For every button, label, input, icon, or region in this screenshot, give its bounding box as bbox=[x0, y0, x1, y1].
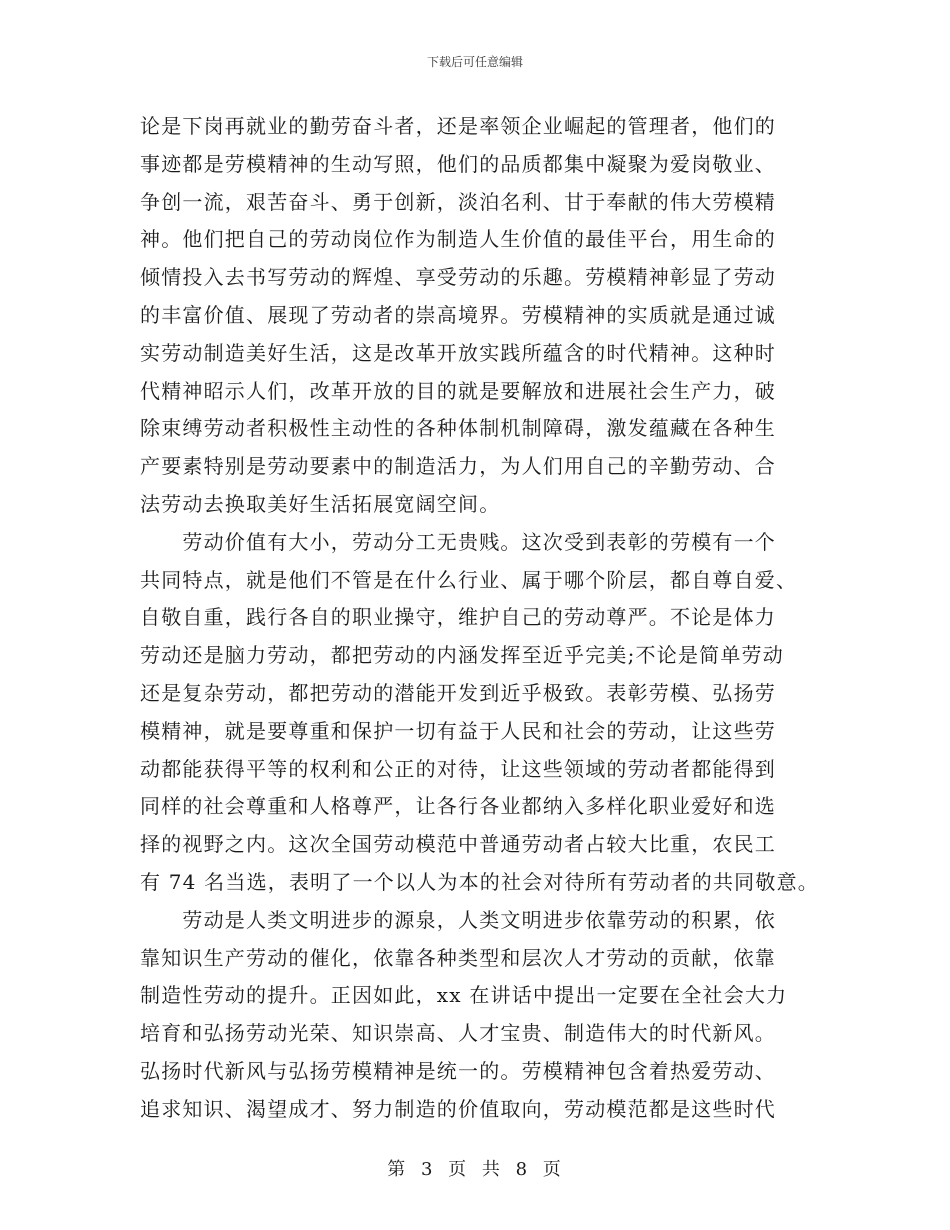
text-line: 代精神昭示人们，改革开放的目的就是要解放和进展社会生产力，破 bbox=[140, 378, 776, 403]
text-line: 争创一流，艰苦奋斗、勇于创新，淡泊名利、甘于奉献的伟大劳模精 bbox=[140, 189, 776, 214]
text-line: 实劳动制造美好生活，这是改革开放实践所蕴含的时代精神。这种时 bbox=[140, 340, 776, 365]
text-line: 追求知识、渴望成才、努力制造的价值取向，劳动模范都是这些时代 bbox=[140, 1096, 776, 1121]
text-line: 自敬自重，践行各自的职业操守，维护自己的劳动尊严。不论是体力 bbox=[140, 605, 776, 630]
document-body bbox=[140, 108, 820, 1129]
text-line: 动都能获得平等的权利和公正的对待，让这些领域的劳动者都能得到 bbox=[140, 756, 776, 781]
text-line: 除束缚劳动者积极性主动性的各种体制机制障碍，激发蕴藏在各种生 bbox=[140, 416, 776, 441]
text-line: 制造性劳动的提升。正因如此，xx 在讲话中提出一定要在全社会大力 bbox=[140, 983, 788, 1008]
text-line: 倾情投入去书写劳动的辉煌、享受劳动的乐趣。劳模精神彰显了劳动 bbox=[140, 265, 776, 290]
text-line: 的丰富价值、展现了劳动者的崇高境界。劳模精神的实质就是通过诚 bbox=[140, 302, 776, 327]
text-line: 还是复杂劳动，都把劳动的潜能开发到近乎极致。表彰劳模、弘扬劳 bbox=[140, 680, 776, 705]
text-line: 有 74 名当选，表明了一个以人为本的社会对待所有劳动者的共同敬意。 bbox=[140, 869, 819, 894]
text-line: 共同特点，就是他们不管是在什么行业、属于哪个阶层，都自尊自爱、 bbox=[140, 567, 798, 592]
text-line: 产要素特别是劳动要素中的制造活力，为人们用自己的辛勤劳动、合 bbox=[140, 454, 776, 479]
text-line: 劳动还是脑力劳动，都把劳动的内涵发挥至近乎完美;不论是简单劳动 bbox=[140, 643, 784, 668]
text-line: 劳动是人类文明进步的源泉，人类文明进步依靠劳动的积累，依 bbox=[140, 907, 776, 932]
page-header: 下载后可任意编辑 bbox=[426, 55, 523, 69]
text-line: 靠知识生产劳动的催化，依靠各种类型和层次人才劳动的贡献，依靠 bbox=[140, 945, 776, 970]
text-line: 法劳动去换取美好生活拓展宽阔空间。 bbox=[140, 491, 501, 516]
text-line: 培育和弘扬劳动光荣、知识崇高、人才宝贵、制造伟大的时代新风。 bbox=[140, 1021, 776, 1046]
text-line: 弘扬时代新风与弘扬劳模精神是统一的。劳模精神包含着热爱劳动、 bbox=[140, 1058, 776, 1083]
page-number: 第 3 页 共 8 页 bbox=[387, 1159, 563, 1180]
text-line: 劳动价值有大小，劳动分工无贵贱。这次受到表彰的劳模有一个 bbox=[140, 529, 776, 554]
text-line: 神。他们把自己的劳动岗位作为制造人生价值的最佳平台，用生命的 bbox=[140, 227, 776, 252]
text-line: 事迹都是劳模精神的生动写照，他们的品质都集中凝聚为爱岗敬业、 bbox=[140, 151, 776, 176]
text-line: 同样的社会尊重和人格尊严，让各行各业都纳入多样化职业爱好和选 bbox=[140, 794, 776, 819]
text-line: 论是下岗再就业的勤劳奋斗者，还是率领企业崛起的管理者，他们的 bbox=[140, 114, 776, 138]
text-line: 择的视野之内。这次全国劳动模范中普通劳动者占较大比重，农民工 bbox=[140, 832, 776, 857]
text-line: 模精神，就是要尊重和保护一切有益于人民和社会的劳动，让这些劳 bbox=[140, 718, 776, 743]
